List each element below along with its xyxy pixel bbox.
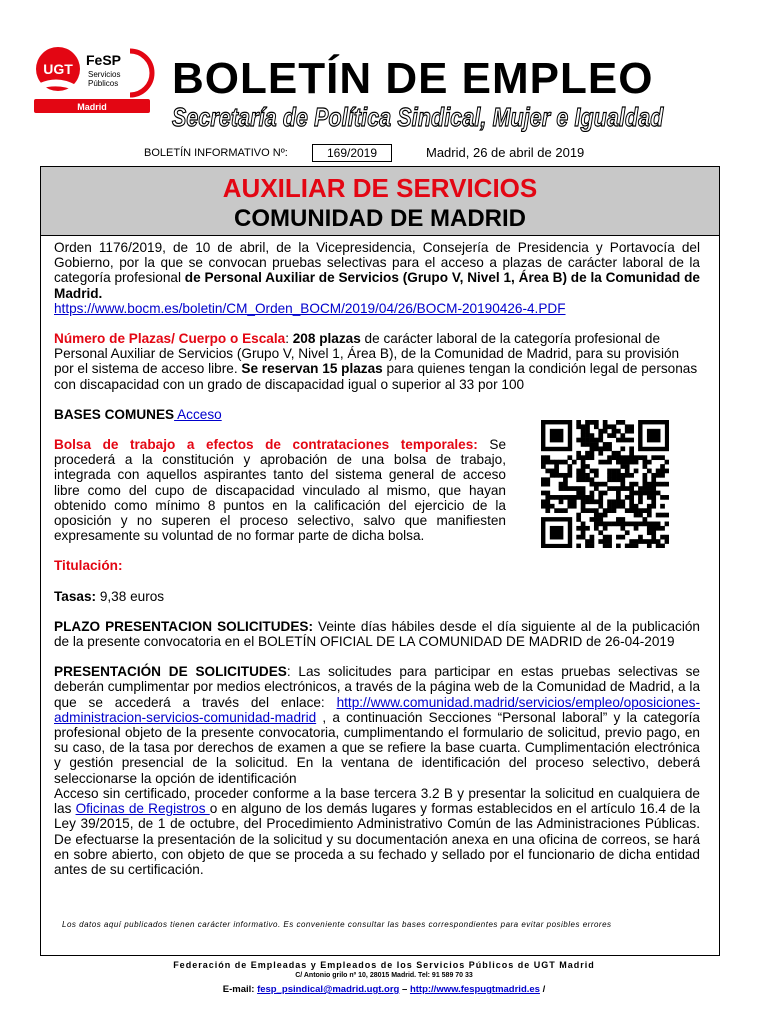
tasas-value: 9,38 euros: [96, 588, 165, 604]
footer-email-link[interactable]: fesp_psindical@madrid.ugt.org: [257, 984, 400, 995]
logo-publicos-text: Públicos: [88, 79, 119, 88]
footer-address: C/ Antonio grilo nº 10, 28015 Madrid. Tel: 91 589 70 33: [295, 972, 473, 979]
tasas-paragraph: [54, 589, 700, 604]
presentacion-text-2: , a continuación Secciones “Personal laboral” y la categoría profesional objeto de la presente convocatoria, cumplimentando el formulario de solicitud, previo pago, en su caso, de la tasa por derechos de examen a que se refiere la base cuarta. Cumplimentación electrónica y gestión presencial de la solicitud. En la ventana de identificación del proceso selectivo, deberá seleccionarse la opción de identificación: [54, 709, 700, 786]
footer-contact: [0, 984, 768, 995]
plazo-label: PLAZO PRESENTACION SOLICITUDES:: [54, 618, 314, 634]
comunidad-madrid-link[interactable]: http://www.comunidad.madrid/servicios/empleo/oposiciones-administracion-servicios-comunidad-madrid: [54, 694, 700, 725]
plazas-colon: :: [285, 331, 293, 347]
intro-text: Orden 1176/2019, de 10 de abril, de la Vicepresidencia, Consejería de Presidencia y Portavocía del Gobierno, por la que se convocan pruebas selectivas para el acceso a plazas de carácter laboral de la categoría profesional: [54, 240, 700, 286]
bocm-link[interactable]: https://www.bocm.es/boletin/CM_Orden_BOCM/2019/04/26/BOCM-20190426-4.PDF: [54, 300, 566, 316]
ugt-fesp-logo: [34, 45, 156, 117]
bulletin-title: BOLETÍN DE EMPLEO: [172, 54, 654, 103]
plazas-text: de carácter laboral de la categoría profesional de Personal Auxiliar de Servicios (Grupo V, Nivel 1, Área B), de la Comunidad de Madrid, para su provisión por el sistema de acceso libre.: [54, 331, 680, 377]
bases-access-link[interactable]: Acceso: [174, 406, 222, 422]
presentacion-label: PRESENTACIÓN DE SOLICITUDES: [54, 664, 287, 680]
bases-label: BASES COMUNES: [54, 406, 175, 422]
footer-end: /: [539, 984, 546, 995]
bulletin-info-row: [40, 144, 680, 164]
acceso-text-2: o en alguno de los demás lugares y formas establecidos en el artículo 16.4 de la Ley 39/2015, de 1 de octubre, del Procedimiento Administrativo Común de las Administraciones Públicas. De efectuarse la presentación de la solicitud y su documentación anexa en una oficina de correos, se hará en sobre abierto, con objeto de que se proceda a su fechado y sellado por el funcionario de dicha entidad antes de su certificación.: [54, 801, 700, 877]
disclaimer: Los datos aquí publicados tienen carácter informativo. Es conveniente consultar las bases correspondientes para evitar posibles errores: [62, 920, 612, 929]
bulletin-date: Madrid, 26 de abril de 2019: [426, 145, 585, 160]
bulletin-subtitle: Secretaría de Política Sindical, Mujer e Igualdad: [172, 102, 664, 132]
acceso-paragraph: [54, 786, 700, 877]
job-header-box: [41, 167, 719, 236]
logo-ugt-text: UGT: [43, 61, 73, 77]
plazo-paragraph: [54, 619, 700, 649]
logo-fesp-text: FeSP: [86, 52, 122, 68]
footer-separator: –: [399, 984, 410, 995]
bulletin-content: [54, 240, 700, 877]
bulletin-number-label: BOLETÍN INFORMATIVO Nº:: [144, 147, 288, 159]
logo-servicios-text: Servicios: [88, 70, 121, 79]
oficinas-registros-link[interactable]: Oficinas de Registros: [75, 801, 210, 817]
intro-bold-text: de Personal Auxiliar de Servicios (Grupo V, Nivel 1, Área B) de la Comunidad de Madrid.: [54, 270, 700, 301]
job-title: AUXILIAR DE SERVICIOS: [222, 173, 538, 203]
intro-paragraph: [54, 240, 700, 316]
qr-code[interactable]: [541, 420, 669, 548]
footer-email-label: E-mail:: [222, 984, 258, 995]
job-subtitle: COMUNIDAD DE MADRID: [234, 205, 526, 232]
acceso-text: Acceso sin certificado, proceder conforme a la base tercera 3.2 B y presentar la solicitud en cualquiera de las: [54, 785, 700, 817]
plazas-count: 208 plazas: [292, 331, 361, 347]
titulacion-label: Titulación:: [54, 558, 123, 574]
presentacion-text: : Las solicitudes para participar en estas pruebas selectivas se deberán cumplimentar por medios electrónicos, a través de la página web de la Comunidad de Madrid, a la que se accederá a través del enlace:: [54, 664, 700, 710]
bolsa-text: Se procederá a la constitución y aprobación de una bolsa de trabajo, integrada con aquellos aspirantes tanto del sistema general de acceso libre como del cupo de discapacidad vinculado al mismo, que hayan obtenido como mínimo 8 puntos en la calificación del ejercicio de la oposición y no superen el proceso selectivo, salvo que manifiesten expresamente su voluntad de no formar parte de dicha bolsa.: [54, 437, 507, 544]
titulacion-paragraph: [54, 558, 700, 573]
bolsa-paragraph: [54, 437, 506, 543]
bolsa-label: Bolsa de trabajo a efectos de contrataciones temporales:: [54, 437, 478, 453]
footer-organization: Federación de Empleadas y Empleados de los Servicios Públicos de UGT Madrid: [173, 960, 595, 970]
plazas-reserved: Se reservan 15 plazas: [241, 361, 383, 377]
tasas-label: Tasas:: [54, 588, 97, 604]
logo-madrid-text: Madrid: [77, 102, 107, 112]
plazas-text-2: para quienes tengan la condición legal de personas con discapacidad con un grado de discapacidad igual o superior al 33 por 100: [54, 361, 698, 392]
plazo-text: Veinte días hábiles desde el día siguiente al de la publicación de la presente convocatoria en el BOLETÍN OFICIAL DE LA COMUNIDAD DE MADRID de 26-04-2019: [54, 618, 700, 650]
plazas-label: Número de Plazas/ Cuerpo o Escala: [54, 331, 286, 347]
presentacion-paragraph: [54, 664, 700, 786]
plazas-paragraph: [54, 331, 700, 392]
footer-web-link[interactable]: http://www.fespugtmadrid.es: [409, 984, 540, 995]
bulletin-number: 169/2019: [312, 144, 392, 162]
